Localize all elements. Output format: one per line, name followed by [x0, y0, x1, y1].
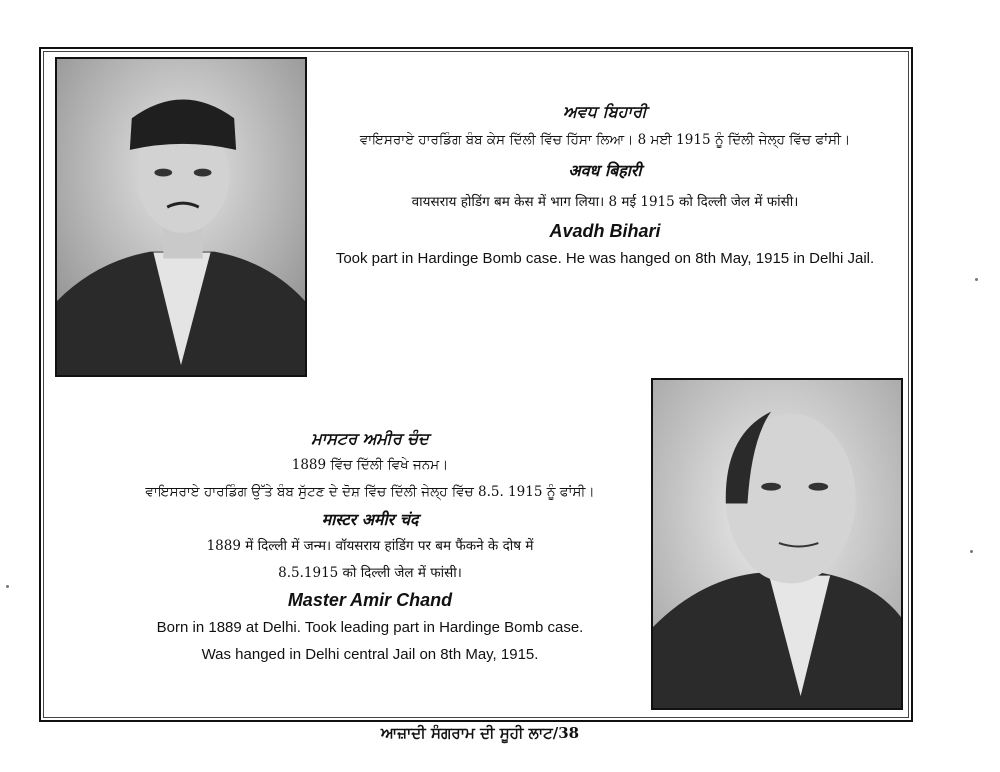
- english-description: Took part in Hardinge Bomb case. He was hanged on 8th May, 1915 in Delhi Jail.: [335, 250, 875, 267]
- portrait-master-amir-chand: [651, 378, 903, 710]
- hindi-description: वायसराय होडिंग बम केस में भाग लिया। 8 मई 1915 को दिल्ली जेल में फांसी।: [411, 194, 799, 210]
- page-footer: ਆਜ਼ਾਦੀ ਸੰਗਰਾਮ ਦੀ ਸੂਹੀ ਲਾਟ/38: [380, 724, 580, 742]
- entry-avadh-bihari: [310, 100, 900, 274]
- punjabi-name: ਮਾਸਟਰ ਅਮੀਰ ਚੰਦ: [311, 429, 429, 448]
- english-name: Avadh Bihari: [549, 221, 661, 241]
- punjabi-name: ਅਵਧ ਬਿਹਾਰੀ: [563, 102, 647, 121]
- english-description-line-2: Was hanged in Delhi central Jail on 8th May, 1915.: [201, 646, 539, 663]
- scan-speck: [970, 550, 973, 553]
- scan-speck: [6, 585, 9, 588]
- hindi-name: अवध बिहारी: [568, 161, 642, 180]
- scan-speck: [975, 278, 978, 281]
- punjabi-description-line-2: ਵਾਇਸਰਾਏ ਹਾਰਡਿੰਗ ਉੱਤੇ ਬੰਬ ਸੁੱਟਣ ਦੇ ਦੋਸ਼ ਵਿੱਚ ਦਿੱਲੀ ਜੇਲ੍ਹ ਵਿੱਚ 8.5. 1915 ਨੂੰ ਫਾਂਸੀ।: [145, 484, 595, 500]
- english-name: Master Amir Chand: [287, 590, 453, 610]
- punjabi-description-line-1: 1889 ਵਿੱਚ ਦਿੱਲੀ ਵਿਖੇ ਜਨਮ।: [291, 457, 449, 473]
- entry-master-amir-chand: [60, 425, 680, 668]
- hindi-description-line-2: 8.5.1915 को दिल्ली जेल में फांसी।: [278, 565, 462, 581]
- punjabi-description: ਵਾਇਸਰਾਏ ਹਾਰਡਿੰਗ ਬੰਬ ਕੇਸ ਦਿੱਲੀ ਵਿੱਚ ਹਿੱਸਾ ਲਿਆ। 8 ਮਈ 1915 ਨੂੰ ਦਿੱਲੀ ਜੇਲ੍ਹ ਵਿੱਚ ਫਾਂਸੀ।: [359, 132, 851, 148]
- portrait-avadh-bihari: [55, 57, 307, 377]
- hindi-description-line-1: 1889 में दिल्ली में जन्म। वॉयसराय हांडिंग पर बम फैंकने के दोष में: [206, 538, 534, 554]
- english-description-line-1: Born in 1889 at Delhi. Took leading part in Hardinge Bomb case.: [156, 619, 584, 636]
- hindi-name: मास्टर अमीर चंद: [321, 510, 419, 529]
